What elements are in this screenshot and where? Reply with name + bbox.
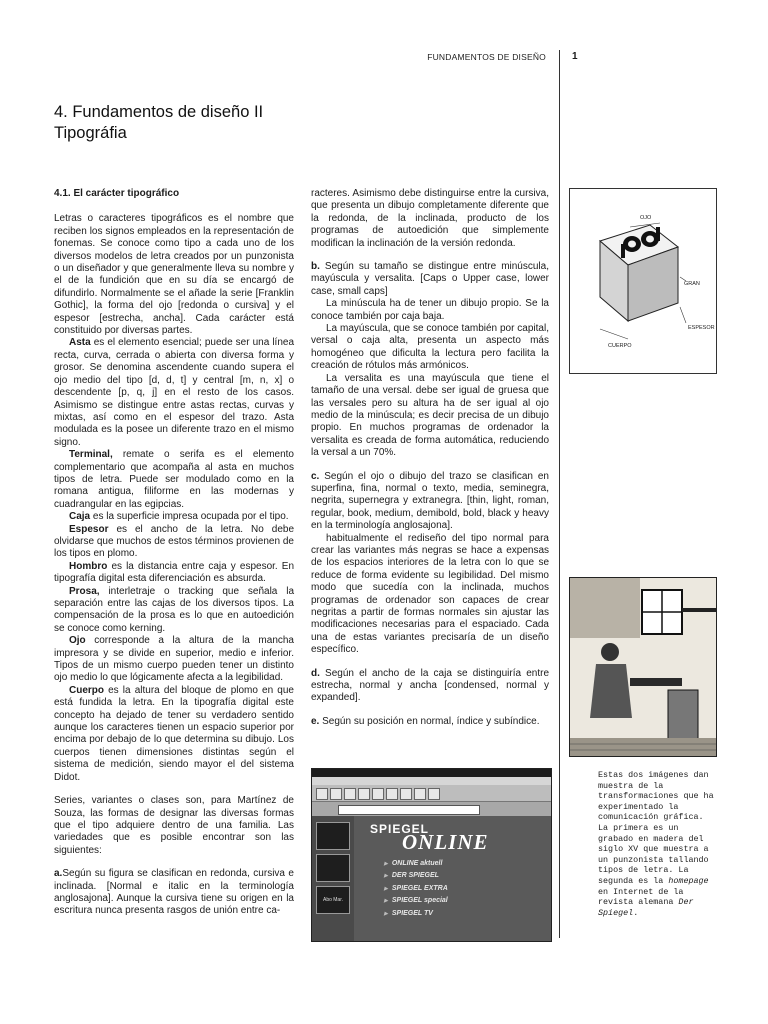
section-heading: 4.1. El carácter tipográfico (54, 188, 180, 199)
term: Espesor (69, 523, 109, 535)
reload-icon (358, 788, 370, 800)
home-icon (344, 788, 356, 800)
item-label: b. (311, 261, 320, 273)
browser-titlebar (312, 769, 551, 777)
term: Hombro (69, 560, 108, 572)
back-icon (316, 788, 328, 800)
header-label: FUNDAMENTOS DE DISEÑO (427, 52, 546, 62)
versalita-paragraph: La versalita es una mayúscula que tiene el tamaño de una versal. debe ser igual de gruesa que las versales pero su altura ha de ser igual al ojo medio de la minúscula; es decir precisa de un dibujo propio. En muchos programas de ordenador la versalita es creada de forma automática, reduciendo la versal a un 70%. (311, 372, 549, 459)
caption-text: en Internet de la revista alemana (598, 886, 684, 908)
item-d-paragraph (311, 668, 549, 705)
sidebar-banner (316, 822, 350, 850)
workbench (630, 678, 682, 686)
ojo-paragraph (54, 635, 294, 685)
minuscula-paragraph: La minúscula ha de tener un dibujo propio. Se la conoce también por caja baja. (311, 298, 549, 322)
browser-menubar (312, 777, 552, 785)
shelf (682, 608, 716, 612)
label-cuerpo: CUERPO (608, 343, 632, 349)
browser-toolbar (312, 785, 551, 802)
item-text: Según el ojo o dibujo del trazo se clasifican en superfina, fina, normal o texto, media, seminegra, negrita, supernegra y extranegra. [thin, light, roman, regular, book, medium, demibold, bold, black y heavy en la terminología anglosajona]. (311, 470, 549, 532)
term: Terminal, (69, 449, 113, 461)
glyph-counter (646, 236, 654, 243)
glyph-counter (628, 241, 636, 248)
menu-item: ▶ SPIEGEL EXTRA (384, 883, 448, 895)
spiegel-menu (384, 858, 448, 920)
figure-body (590, 664, 632, 718)
browser-sidebar (312, 816, 354, 941)
item-text: Según su tamaño se distingue entre minúscula, mayúscula y versalita. [Caps o Upper case, lower case, small caps] (311, 261, 549, 297)
definition: remate o serifa es el elemento complementario que acompaña al asta en muchos tipos de letra. Puede ser modulado como en la romana antigua, filiforme en las modernas y cuadrangular en las egipcias. (54, 449, 294, 510)
menu-item: ▶ SPIEGEL special (384, 895, 448, 907)
open-icon (386, 788, 398, 800)
definition: es la superficie impresa ocupada por el tipo. (92, 511, 289, 523)
term: Ojo (69, 635, 86, 647)
vertical-rule (559, 50, 560, 938)
series-paragraph: Series, variantes o clases son, para Martínez de Souza, las formas de designar las diversas formas que el tipo adquiere dentro de una familia. Las variedades que es posible encontrar son las siguientes: (54, 795, 294, 856)
espesor-leader (680, 307, 686, 323)
item-label: a. (54, 868, 63, 880)
item-c-paragraph (311, 471, 549, 533)
spiegel-logo-top: SPIEGEL (370, 822, 430, 836)
item-b-paragraph (311, 261, 549, 298)
sidebar-banner (316, 854, 350, 882)
definition: es el ancho de la letra. No debe olvidarse que muchos de estos términos provienen de los tipos en plomo. (54, 523, 294, 560)
images-icon (372, 788, 384, 800)
wall-hatching (570, 578, 640, 638)
term: Caja (69, 511, 91, 523)
punch-cutter-engraving (570, 578, 716, 756)
definition: es la distancia entre caja y espesor. En tipografía digital esta diferenciación es absurda. (54, 560, 295, 585)
type-block-illustration (570, 189, 716, 373)
mayuscula-paragraph: La mayúscula, que se conoce también por capital, versal o caja alta, presenta un aspecto más homogéneo que dificulta la lectura pero facilita la creación de rótulos más armónicos. (311, 323, 549, 372)
cuerpo-paragraph (54, 685, 294, 784)
item-text: Según su figura se clasifican en redonda, cursiva e inclinada. [Normal e italic en la terminología anglosajona]. Aunque la cursiva tiene su origen en la escritura nunca presenta rasgos de unión entre ca- (54, 868, 294, 917)
term: Prosa, (69, 585, 100, 597)
intro-paragraph: Letras o caracteres tipográficos es el nombre que reciben los signos empleados en la representación de fonemas. Se conoce como tipo a cada uno de los diversos modelos de letra creados por un punzonista o un diseñador y que generalmente lleva su nombre y el de la fundición que en su día se encargó de difundirlo. Normalmente se el añade la serie [Franklin Gothic], la forma del ojo [redonda o cursiva] y el espesor [estrecha, ancha]. Cada carácter está constituido por diversas partes. (54, 213, 294, 337)
terminal-paragraph (54, 449, 294, 511)
menu-item: ▶ ONLINE aktuell (384, 858, 448, 870)
spiegel-main-panel (354, 816, 551, 941)
title-line-1: 4. Fundamentos de diseño II (54, 103, 264, 121)
floor (570, 738, 716, 756)
caption-homepage: homepage (668, 875, 709, 886)
caption-text: Estas dos imágenes dan muestra de la transformaciones que ha experimentado la comunicación gráfica. La primera es un grabado en madera del siglo XV que muestra a un punzonista tallando tipos de letra. La segunda es la (598, 770, 714, 886)
figure-caption (598, 770, 716, 918)
menu-item: ▶ DER SPIEGEL (384, 870, 448, 882)
label-espesor: ESPESOR (688, 325, 715, 331)
cuerpo-leader (600, 329, 628, 339)
type-anatomy-figure (569, 188, 717, 374)
forward-icon (330, 788, 342, 800)
label-ojo: OJO (640, 215, 652, 221)
espesor-paragraph (54, 524, 294, 561)
page-number: 1 (572, 51, 578, 62)
term: Asta (69, 337, 91, 349)
asta-paragraph (54, 337, 294, 449)
find-icon (414, 788, 426, 800)
browser-address-bar (312, 802, 551, 816)
menu-item: ▶ SPIEGEL TV (384, 908, 448, 920)
address-field (338, 805, 480, 815)
title-line-2: Tipográfia (54, 124, 127, 142)
negritas-paragraph: habitualmente el rediseño del tipo normal para crear las variantes más negras se hace a expensas de los espacios interiores de la letra con lo que se reduce de forma evidente su legibilidad. Del mismo modo que sucedía con la inclinada, muchos programas de ordenador son capaces de crear negritas a partir de formas normales sin ajustar las modificaciones necesarias para el espaciado. Cada una de estas variantes precisaría de un diseño específico. (311, 532, 549, 656)
item-text: Según el ancho de la caja se distinguiría entre estrecha, normal y ancha [condensed, normal y expanded]. (311, 667, 550, 704)
text-column-1 (54, 188, 294, 918)
page-title (54, 102, 263, 144)
item-a-paragraph (54, 868, 294, 918)
spiegel-logo-bottom: ONLINE (402, 830, 489, 854)
furnace (668, 690, 698, 740)
figure-head (601, 643, 619, 661)
item-e-paragraph (311, 716, 549, 728)
glyph-stem (656, 227, 660, 241)
continued-paragraph: racteres. Asimismo debe distinguirse entre la cursiva, que presenta un dibujo completamente diferente que la redonda, de la inclinada, producto de los programas de autoedición que simplemente modifican la inclinación de la versión redonda. (311, 188, 549, 249)
item-label: e. (311, 715, 320, 727)
caption-magazine: Der Spiegel (598, 897, 694, 918)
print-icon (400, 788, 412, 800)
sidebar-abo-button: Abo Mar. (316, 886, 350, 914)
label-gran: GRAN (684, 281, 700, 287)
caption-end: . (633, 907, 639, 918)
text-column-2 (311, 188, 549, 728)
item-label: d. (311, 667, 320, 679)
woodcut-engraving (569, 577, 717, 757)
spiegel-homepage-screenshot (311, 768, 552, 942)
glyph-stem (621, 244, 625, 258)
definition: interletraje o tracking que señala la separación entre las cajas de los diversos tipos. La compensación de la prosa es lo que en autoedición se conoce como kerning. (54, 585, 295, 634)
item-label: c. (311, 470, 320, 482)
hombro-paragraph (54, 561, 294, 586)
definition: es la altura del bloque de plomo en que está fundida la letra. En la tipografía digital este concepto ha dejado de tener su verdadero sentido aunque los caracteres tienen un espacio superior por encima por debajo de lo que determina su dibujo. Los cuerpos tienen dimensiones distintas según el sistema de medición, siendo mayor el del sistema Didot. (54, 684, 294, 783)
prosa-paragraph (54, 586, 294, 636)
caja-paragraph (54, 511, 294, 523)
item-text: Según su posición en normal, índice y subíndice. (322, 715, 540, 727)
term: Cuerpo (69, 684, 104, 696)
definition: corresponde a la altura de la mancha impresora y se divide en superior, medio e inferior. Tipos de un mismo cuerpo pueden tener un distinto ojo medio lo que lógicamente afecta a la legibilidad. (54, 635, 294, 684)
stop-icon (428, 788, 440, 800)
definition: es el elemento esencial; puede ser una línea recta, curva, cerrada o abierta con diversa forma y grosor. Se denomina ascendente cuando supera el ojo medio del tipo [d, d, t] y central [m, n, x] o descendente [p, q, j] en el resto de los casos. Asimismo se distingue entre astas rectas, curvas y mixtas, así como en el espesor del trazo. Asta modulada es la posee un diferente trazo en el mismo signo. (54, 337, 295, 448)
